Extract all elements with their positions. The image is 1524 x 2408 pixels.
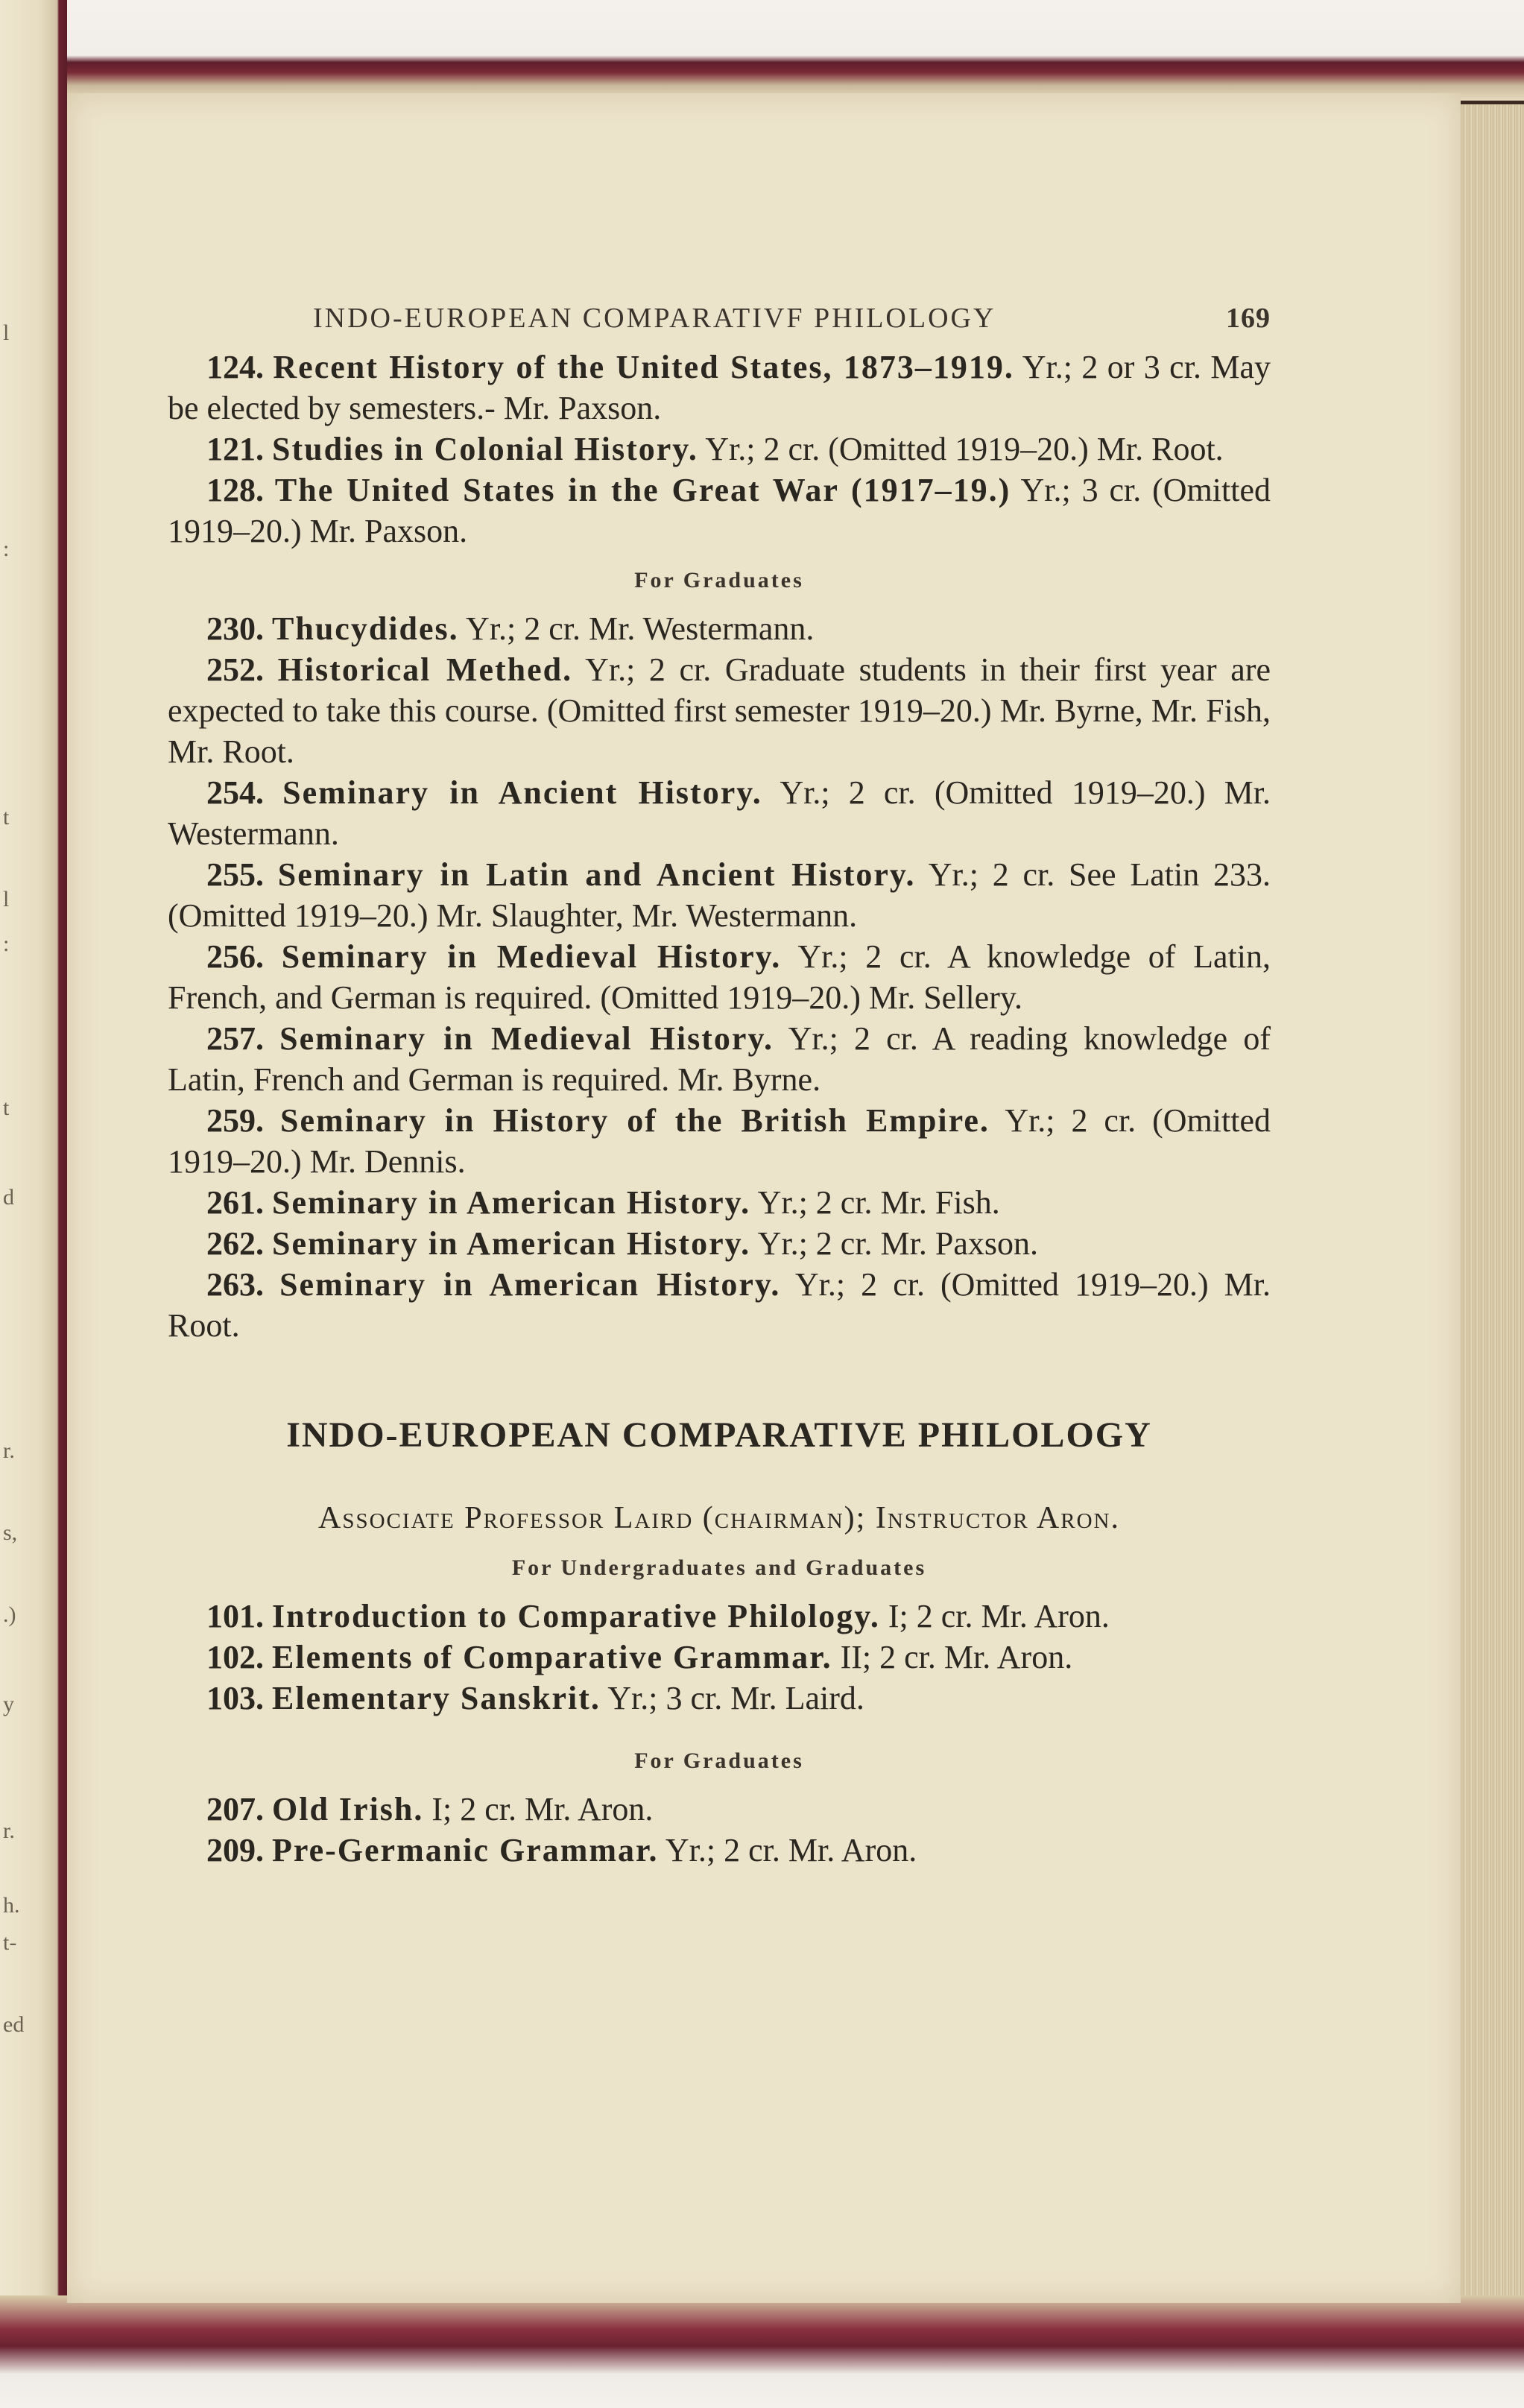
course-number: 124. <box>206 349 264 385</box>
course-entry <box>168 1830 1271 1871</box>
margin-fragment: y <box>3 1692 14 1716</box>
book-cover-top <box>0 0 1524 101</box>
course-entry <box>168 1637 1271 1678</box>
course-title: Seminary in American History. <box>279 1266 781 1303</box>
course-entry <box>168 1678 1271 1719</box>
department-title: INDO-EUROPEAN COMPARATIVE PHILOLOGY <box>286 1415 1152 1455</box>
course-number: 254. <box>206 774 264 811</box>
course-title: Seminary in American History. <box>272 1184 751 1221</box>
course-number: 262. <box>206 1225 264 1262</box>
course-details: I; 2 cr. Mr. Aron. <box>431 1791 654 1827</box>
course-details: Yr.; 2 cr. (Omitted 1919–20.) Mr. Root. <box>705 431 1224 467</box>
page-block-edges <box>1449 104 1524 2303</box>
course-entry <box>168 1789 1271 1830</box>
course-number: 207. <box>206 1791 264 1827</box>
section-subheading: For Graduates <box>634 568 804 592</box>
margin-fragment: l <box>3 320 10 345</box>
margin-fragment: r. <box>3 1818 15 1843</box>
course-number: 261. <box>206 1184 264 1221</box>
course-entry <box>168 429 1271 470</box>
course-title: Introduction to Comparative Philology. <box>272 1598 880 1634</box>
course-number: 128. <box>206 472 264 508</box>
course-title: Thucydides. <box>272 610 459 647</box>
course-title: Seminary in American History. <box>272 1225 751 1262</box>
course-entry <box>168 347 1271 429</box>
course-title: Seminary in Latin and Ancient History. <box>277 856 916 893</box>
margin-fragment: ed <box>3 2012 25 2037</box>
margin-fragment: h. <box>3 1893 20 1918</box>
course-title: Old Irish. <box>272 1791 424 1827</box>
course-entry <box>168 470 1271 552</box>
course-details: Yr.; 2 cr. A knowledge of Latin, French, and German is required. (Omitted 1919–20.) Mr. Sellery. <box>168 938 1271 1016</box>
course-details: Yr.; 2 cr. Mr. Aron. <box>665 1832 917 1868</box>
course-number: 257. <box>206 1020 264 1057</box>
course-number: 121. <box>206 431 264 467</box>
course-details: Yr.; 2 cr. (Omitted 1919–20.) Mr. Westermann. <box>168 774 1271 852</box>
course-number: 263. <box>206 1266 264 1303</box>
course-details: Yr.; 2 cr. Mr. Paxson. <box>757 1225 1039 1262</box>
course-title: Recent History of the United States, 1873–1919. <box>273 349 1014 385</box>
margin-fragment: : <box>3 932 10 956</box>
course-entry <box>168 1018 1271 1100</box>
course-number: 230. <box>206 610 264 647</box>
course-number: 101. <box>206 1598 264 1634</box>
margin-fragment: r. <box>3 1438 15 1463</box>
course-entry <box>168 608 1271 649</box>
course-number: 209. <box>206 1832 264 1868</box>
course-entry <box>168 1182 1271 1223</box>
margin-fragment: t- <box>3 1930 17 1955</box>
course-title: Seminary in Ancient History. <box>282 774 762 811</box>
course-details: Yr.; 2 cr. See Latin 233. (Omitted 1919–20.) Mr. Slaughter, Mr. Westermann. <box>168 856 1271 934</box>
course-entry <box>168 1596 1271 1637</box>
running-head-title: INDO-EUROPEAN COMPARATIVF PHILOLOGY <box>313 303 996 334</box>
course-number: 256. <box>206 938 264 975</box>
section-subheading: For Graduates <box>634 1748 804 1773</box>
margin-fragment: t <box>3 805 10 829</box>
course-details: Yr.; 2 cr. Mr. Fish. <box>757 1184 1000 1221</box>
facing-page-margin-fragments <box>0 0 25 2408</box>
course-number: 102. <box>206 1639 264 1675</box>
course-details: Yr.; 3 cr. Mr. Laird. <box>607 1680 864 1716</box>
course-title: Seminary in History of the British Empire. <box>279 1102 990 1139</box>
course-number: 259. <box>206 1102 264 1139</box>
course-details: Yr.; 2 cr. (Omitted 1919–20.) Mr. Dennis. <box>168 1102 1271 1180</box>
course-details: Yr.; 2 cr. Graduate students in their first year are expected to take this course. (Omitted first semester 1919–20.) Mr. Byrne, Mr. Fish, Mr. Root. <box>168 651 1271 770</box>
book-cover-bottom <box>0 2295 1524 2408</box>
page-number: 169 <box>1226 303 1271 334</box>
course-title: Seminary in Medieval History. <box>281 938 782 975</box>
course-entry <box>168 936 1271 1018</box>
course-title: Elements of Comparative Grammar. <box>272 1639 832 1675</box>
course-entry <box>168 649 1271 772</box>
course-entry <box>168 1223 1271 1264</box>
running-head <box>168 302 1271 347</box>
course-entry <box>168 854 1271 936</box>
course-details: Yr.; 2 cr. A reading knowledge of Latin, French and German is required. Mr. Byrne. <box>168 1020 1271 1098</box>
course-title: Studies in Colonial History. <box>272 431 698 467</box>
course-title: Pre-Germanic Grammar. <box>272 1832 659 1868</box>
margin-fragment: d <box>3 1185 14 1210</box>
department-faculty: Associate Professor Laird (chairman); Instructor Aron. <box>318 1501 1120 1535</box>
course-title: The United States in the Great War (1917–19.) <box>274 472 1011 508</box>
course-entry <box>168 1264 1271 1346</box>
course-title: Elementary Sanskrit. <box>272 1680 601 1716</box>
course-title: Historical Methed. <box>277 651 573 688</box>
section-subheading: For Undergraduates and Graduates <box>511 1555 927 1580</box>
margin-fragment: .) <box>3 1602 16 1627</box>
course-details: Yr.; 3 cr. (Omitted 1919–20.) Mr. Paxson. <box>168 472 1271 549</box>
course-details: Yr.; 2 or 3 cr. May be elected by semesters.- Mr. Paxson. <box>168 349 1271 426</box>
margin-fragment: t <box>3 1096 10 1120</box>
page-content <box>168 302 1271 1871</box>
philology-grad-course-list <box>168 1789 1271 1871</box>
philology-undergrad-course-list <box>168 1596 1271 1719</box>
course-details: Yr.; 2 cr. Mr. Westermann. <box>466 610 815 647</box>
course-number: 252. <box>206 651 264 688</box>
course-number: 103. <box>206 1680 264 1716</box>
course-number: 255. <box>206 856 264 893</box>
history-grad-course-list <box>168 608 1271 1346</box>
course-details: Yr.; 2 cr. (Omitted 1919–20.) Mr. Root. <box>168 1266 1271 1344</box>
course-entry <box>168 772 1271 854</box>
margin-fragment: : <box>3 537 10 561</box>
margin-fragment: s, <box>3 1520 18 1545</box>
course-details: II; 2 cr. Mr. Aron. <box>840 1639 1073 1675</box>
course-entry <box>168 1100 1271 1182</box>
course-title: Seminary in Medieval History. <box>279 1020 774 1057</box>
course-details: I; 2 cr. Mr. Aron. <box>888 1598 1110 1634</box>
history-course-list <box>168 347 1271 552</box>
margin-fragment: l <box>3 887 10 911</box>
